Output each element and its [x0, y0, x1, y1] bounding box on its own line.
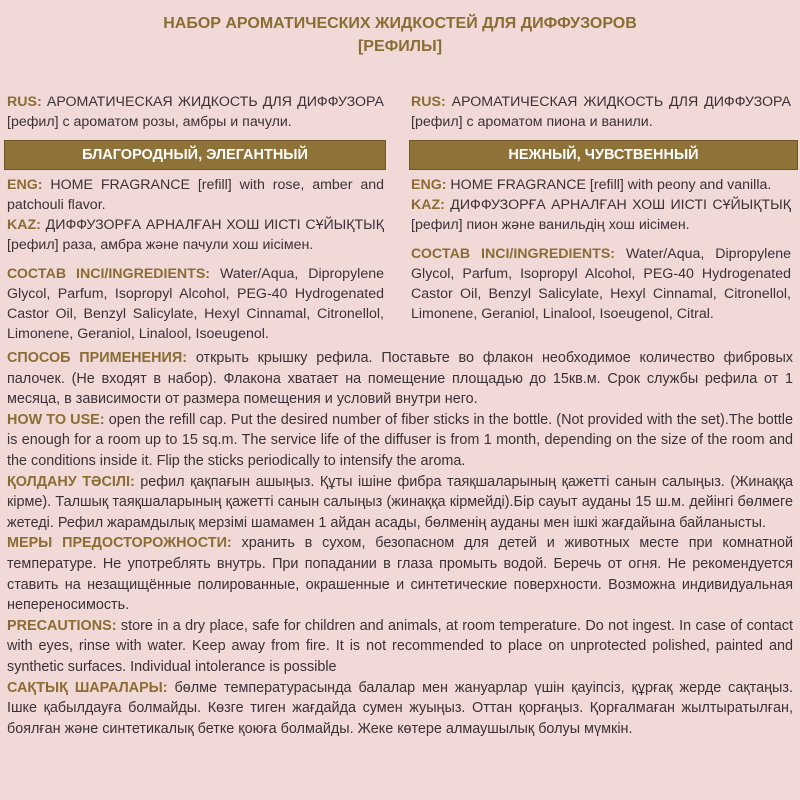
page-subtitle: [РЕФИЛЫ]	[357, 38, 443, 55]
left-ingredients	[7, 264, 384, 344]
left-ingredients-label: СОСТАВ INCI/INGREDIENTS:	[7, 266, 211, 282]
right-ingredients-label: СОСТАВ INCI/INGREDIENTS:	[411, 246, 616, 262]
page-title: НАБОР АРОМАТИЧЕСКИХ ЖИДКОСТЕЙ ДЛЯ ДИФФУЗОРОВ	[163, 15, 637, 32]
safety-en-heading: PRECAUTIONS:	[7, 617, 117, 634]
left-kaz-label: KAZ:	[7, 217, 41, 233]
right-rus-description	[411, 92, 791, 132]
safety-kz-heading: САҚТЫҚ ШАРАЛАРЫ:	[7, 679, 168, 696]
right-kaz-label: KAZ:	[411, 197, 445, 213]
safety-kz	[7, 678, 793, 740]
right-rus-text: АРОМАТИЧЕСКАЯ ЖИДКОСТЬ ДЛЯ ДИФФУЗОРА [рефил] с ароматом пиона и ванили.	[411, 94, 791, 130]
left-rus-description	[7, 92, 384, 132]
safety-kz-text: бөлме температурасында балалар мен жануарлар үшін қауіпсіз, құрғақ жерде сақтаңыз. Ішке қабылдауға болмайды. Көзге тиген жағдайда сумен жуыңыз. Оттан қорғаңыз. Қорғалмаған жылтыратылған, боялған және синтетикалық бетке қоюға болмайды. Жеке көтере алмаушылық болуы мүмкін.	[7, 679, 793, 737]
right-ingredients-text: Water/Aqua, Dipropylene Glycol, Parfum, Isopropyl Alcohol, PEG-40 Hydrogenated Castor Oil, Benzyl Salicylate, Hexyl Cinnamal, Citronellol, Limonene, Geraniol, Linalool, Isoeugenol, Citral.	[411, 246, 791, 322]
left-ingredients-text: Water/Aqua, Dipropylene Glycol, Parfum, Isopropyl Alcohol, PEG-40 Hydrogenated Castor Oil, Benzyl Salicylate, Hexyl Cinnamal, Citronellol, Limonene, Geraniol, Linalool, Isoeugenol.	[7, 266, 384, 342]
safety-ru-heading: МЕРЫ ПРЕДОСТОРОЖНОСТИ:	[7, 535, 232, 552]
usage-ru-heading: СПОСОБ ПРИМЕНЕНИЯ:	[7, 350, 188, 366]
right-eng-kaz-block	[411, 175, 791, 235]
left-band-heading: БЛАГОРОДНЫЙ, ЭЛЕГАНТНЫЙ	[4, 140, 386, 170]
right-rus-label: RUS:	[411, 94, 446, 110]
left-eng-label: ENG:	[7, 177, 43, 193]
right-eng-text: HOME FRAGRANCE [refill] with peony and vanilla.	[446, 177, 772, 193]
right-kaz-text: ДИФФУЗОРҒА АРНАЛҒАН ХОШ ИІСТІ СҰЙЫҚТЫҚ [рефил] пион және ванильдің хош иісімен.	[411, 197, 791, 233]
left-rus-text: АРОМАТИЧЕСКАЯ ЖИДКОСТЬ ДЛЯ ДИФФУЗОРА [рефил] с ароматом розы, амбры и пачули.	[7, 94, 384, 130]
safety-ru	[7, 533, 793, 615]
left-rus-label: RUS:	[7, 94, 42, 110]
right-band-heading: НЕЖНЫЙ, ЧУВСТВЕННЫЙ	[409, 140, 798, 170]
left-eng-text: HOME FRAGRANCE [refill] with rose, amber and patchouli flavor.	[7, 177, 384, 213]
safety-ru-text: хранить в сухом, безопасном для детей и животных месте при комнатной температуре. Не употреблять внутрь. При попадании в глаза промыть водой. Беречь от огня. Не рекомендуется ставить на незащищённые полированные, окрашенные и синтетические поверхности. Возможна индивидуальная непереносимость.	[7, 535, 793, 614]
usage-kz-heading: ҚОЛДАНУ ТӘСІЛІ:	[7, 473, 135, 490]
usage-kz-text: рефил қақпағын ашыңыз. Құты ішіне фибра таяқшаларының қажетті санын салыңыз. (Жинаққа кірме). Талшық таяқшаларының қажетті санын салыңыз (жинаққа кірмейді).Бір сауыт ауданы 15 ш.м. дейінгі бөлмеге жетеді. Рефил жарамдылық мерзімі шамамен 1 айдан асады, бөлменің ауданы мен ішкі жағдайына байланысты.	[7, 473, 793, 531]
usage-en	[7, 410, 793, 472]
safety-en-text: store in a dry place, safe for children and animals, at room temperature. Do not ingest. In case of contact with eyes, rinse with water. Keep away from fire. It is not recommended to place on unprotected polished, painted and synthetic surfaces. Individual intolerance is possible	[7, 617, 793, 675]
left-eng-kaz-block	[7, 175, 384, 255]
usage-ru	[7, 348, 793, 410]
safety-en	[7, 616, 793, 678]
usage-ru-text: открыть крышку рефила. Поставьте во флакон необходимое количество фибровых палочек. (Не входят в набор). Флакона хватает на помещение площадью до 15кв.м. Срок службы рефила от 1 месяца, в зависимости от размера помещения и условий внутри него.	[7, 350, 793, 408]
usage-en-text: open the refill cap. Put the desired number of fiber sticks in the bottle. (Not provided with the set).The bottle is enough for a room up to 15 sq.m. The service life of the diffuser is from 1 month, depending on the size of the room and the conditions inside it. Flip the sticks periodically to intensify the aroma.	[7, 411, 793, 469]
usage-en-heading: HOW TO USE:	[7, 411, 105, 428]
right-eng-label: ENG:	[411, 177, 447, 193]
usage-section	[7, 348, 793, 739]
right-ingredients	[411, 244, 791, 324]
usage-kz	[7, 472, 793, 534]
left-kaz-text: ДИФФУЗОРҒА АРНАЛҒАН ХОШ ИІСТІ СҰЙЫҚТЫҚ [рефил] раза, амбра және пачули хош иісімен.	[7, 217, 384, 253]
